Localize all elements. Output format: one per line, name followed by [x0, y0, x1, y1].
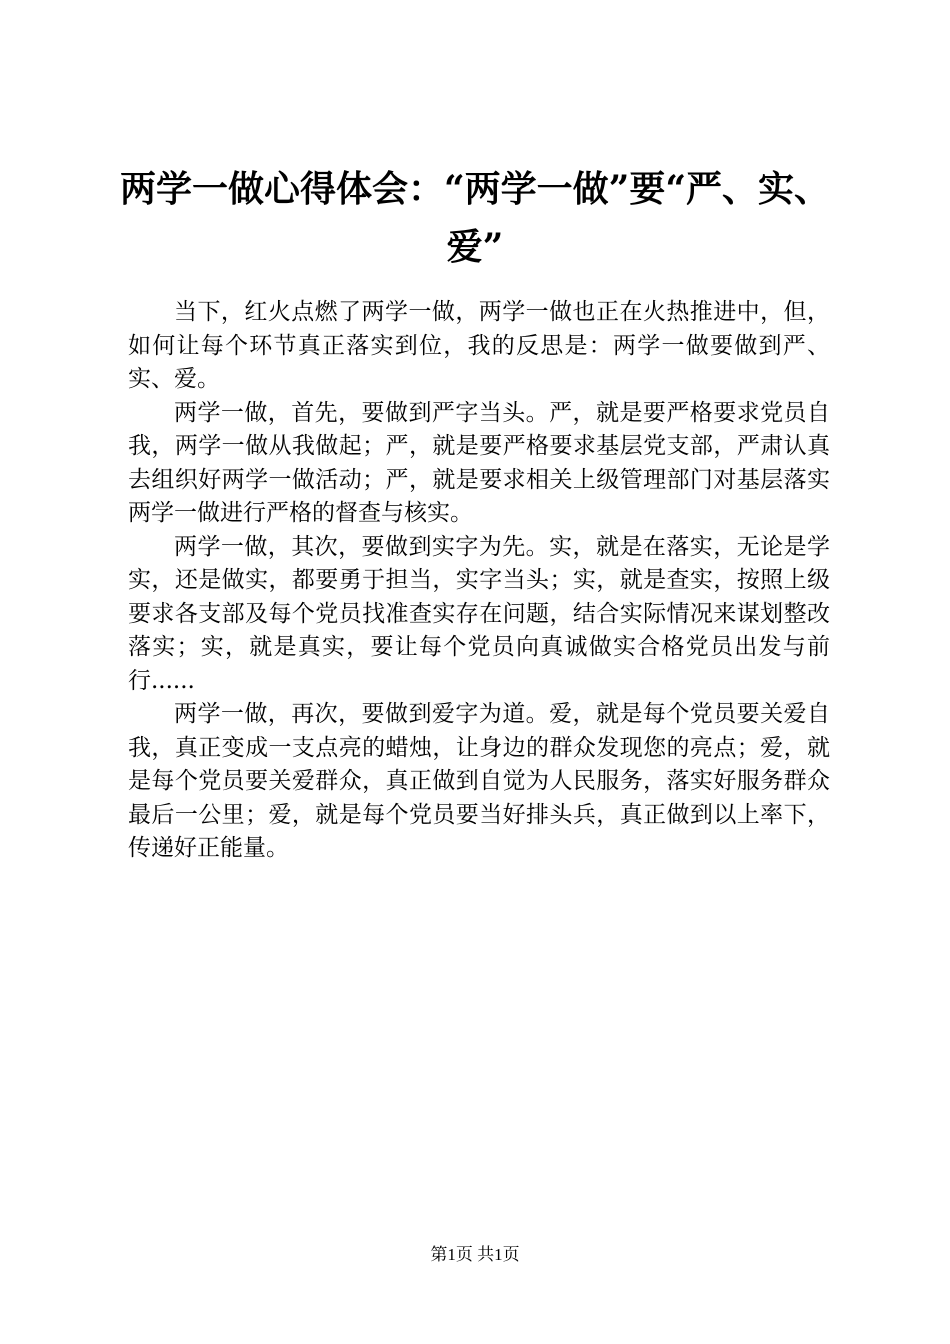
paragraph: 两学一做，其次，要做到实字为先。实，就是在落实，无论是学实，还是做实，都要勇于担当，实字当头；实，就是查实，按照上级要求各支部及每个党员找准查实存在问题，结合实际情况来谋划整改落实；实，就是真实，要让每个党员向真诚做实合格党员出发与前行...... [128, 533, 830, 694]
page-footer: 第1页 共1页 [430, 1245, 520, 1264]
paragraph: 当下，红火点燃了两学一做，两学一做也正在火热推进中，但，如何让每个环节真正落实到位，我的反思是：两学一做要做到严、实、爱。 [128, 299, 830, 392]
paragraph: 两学一做，首先，要做到严字当头。严，就是要严格要求党员自我，两学一做从我做起；严，就是要严格要求基层党支部，严肃认真去组织好两学一做活动；严，就是要求相关上级管理部门对基层落实两学一做进行严格的督查与核实。 [128, 399, 830, 526]
paragraph: 两学一做，再次，要做到爱字为道。爱，就是每个党员要关爱自我，真正变成一支点亮的蜡烛，让身边的群众发现您的亮点；爱，就是每个党员要关爱群众，真正做到自觉为人民服务，落实好服务群众最后一公里；爱，就是每个党员要当好排头兵，真正做到以上率下，传递好正能量。 [128, 701, 830, 861]
document-title: 两学一做心得体会：“两学一做”要“严、实、爱” [119, 168, 831, 268]
document-body [128, 296, 830, 866]
